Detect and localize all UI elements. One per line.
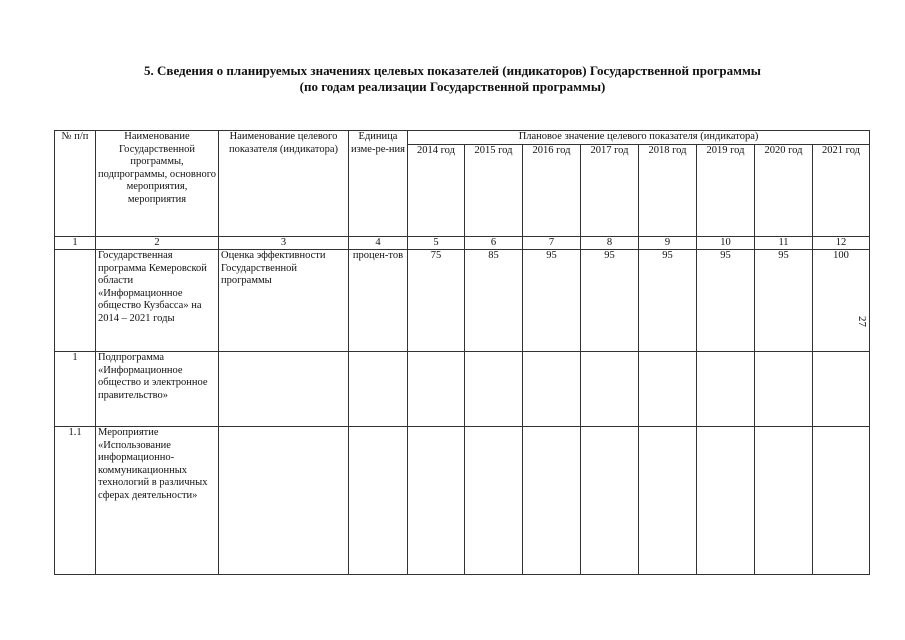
row-value-2017: 95 (581, 250, 639, 352)
row-value-2015: 85 (465, 250, 523, 352)
header-year: 2018 год (639, 144, 697, 236)
row-value-2017 (581, 352, 639, 427)
row-value-2016: 95 (523, 250, 581, 352)
row-value-2015 (465, 427, 523, 575)
row-value-2018 (639, 352, 697, 427)
header-year: 2016 год (523, 144, 581, 236)
header-planned-value: Плановое значение целевого показателя (индикатора) (408, 131, 870, 145)
row-value-2014 (408, 427, 465, 575)
header-unit: Единица изме-ре-ния (349, 131, 408, 237)
row-value-2016 (523, 427, 581, 575)
row-program-name: Подпрограмма «Информационное общество и электронное правительство» (96, 352, 219, 427)
column-number: 3 (219, 236, 349, 250)
column-number: 11 (755, 236, 813, 250)
row-value-2020 (755, 352, 813, 427)
column-number: 2 (96, 236, 219, 250)
row-indicator-name (219, 352, 349, 427)
column-number: 4 (349, 236, 408, 250)
row-value-2016 (523, 352, 581, 427)
row-value-2018 (639, 427, 697, 575)
header-year: 2019 год (697, 144, 755, 236)
table-row-activity (55, 427, 870, 575)
header-year: 2014 год (408, 144, 465, 236)
header-row-1 (55, 131, 870, 145)
row-unit: процен-тов (349, 250, 408, 352)
header-year: 2017 год (581, 144, 639, 236)
indicators-table (54, 130, 870, 575)
row-num (55, 250, 96, 352)
row-value-2015 (465, 352, 523, 427)
column-number: 10 (697, 236, 755, 250)
row-program-name: Государственная программа Кемеровской области «Информационное общество Кузбасса» на 2014 – 2021 годы (96, 250, 219, 352)
row-unit (349, 352, 408, 427)
column-number: 7 (523, 236, 581, 250)
column-number: 5 (408, 236, 465, 250)
column-number-row (55, 236, 870, 250)
header-year: 2021 год (813, 144, 870, 236)
row-value-2021 (813, 352, 870, 427)
column-number: 6 (465, 236, 523, 250)
header-year: 2015 год (465, 144, 523, 236)
document-title (0, 63, 905, 95)
column-number: 8 (581, 236, 639, 250)
header-program-name: Наименование Государственной программы, подпрограммы, основного мероприятия, мероприятия (96, 131, 219, 237)
row-value-2019 (697, 352, 755, 427)
row-value-2018: 95 (639, 250, 697, 352)
row-value-2014: 75 (408, 250, 465, 352)
row-value-2019 (697, 427, 755, 575)
row-indicator-name (219, 427, 349, 575)
row-value-2020 (755, 427, 813, 575)
row-num: 1 (55, 352, 96, 427)
row-value-2019: 95 (697, 250, 755, 352)
header-indicator-name: Наименование целевого показателя (индикатора) (219, 131, 349, 237)
row-value-2017 (581, 427, 639, 575)
row-value-2021 (813, 427, 870, 575)
row-value-2014 (408, 352, 465, 427)
row-num: 1.1 (55, 427, 96, 575)
title-line-2: (по годам реализации Государственной программы) (299, 79, 606, 94)
column-number: 9 (639, 236, 697, 250)
header-year: 2020 год (755, 144, 813, 236)
title-line-1: 5. Сведения о планируемых значениях целевых показателей (индикаторов) Государственной программы (144, 63, 761, 78)
row-value-2021: 100 (813, 250, 870, 352)
column-number: 1 (55, 236, 96, 250)
row-value-2020: 95 (755, 250, 813, 352)
table-row-subprogram (55, 352, 870, 427)
row-unit (349, 427, 408, 575)
row-program-name: Мероприятие «Использование информационно-коммуникационных технологий в различных сферах деятельности» (96, 427, 219, 575)
row-indicator-name: Оценка эффективности Государственной программы (219, 250, 349, 352)
column-number: 12 (813, 236, 870, 250)
page-number: 27 (856, 316, 868, 327)
header-num: № п/п (55, 131, 96, 237)
table-row-program (55, 250, 870, 352)
